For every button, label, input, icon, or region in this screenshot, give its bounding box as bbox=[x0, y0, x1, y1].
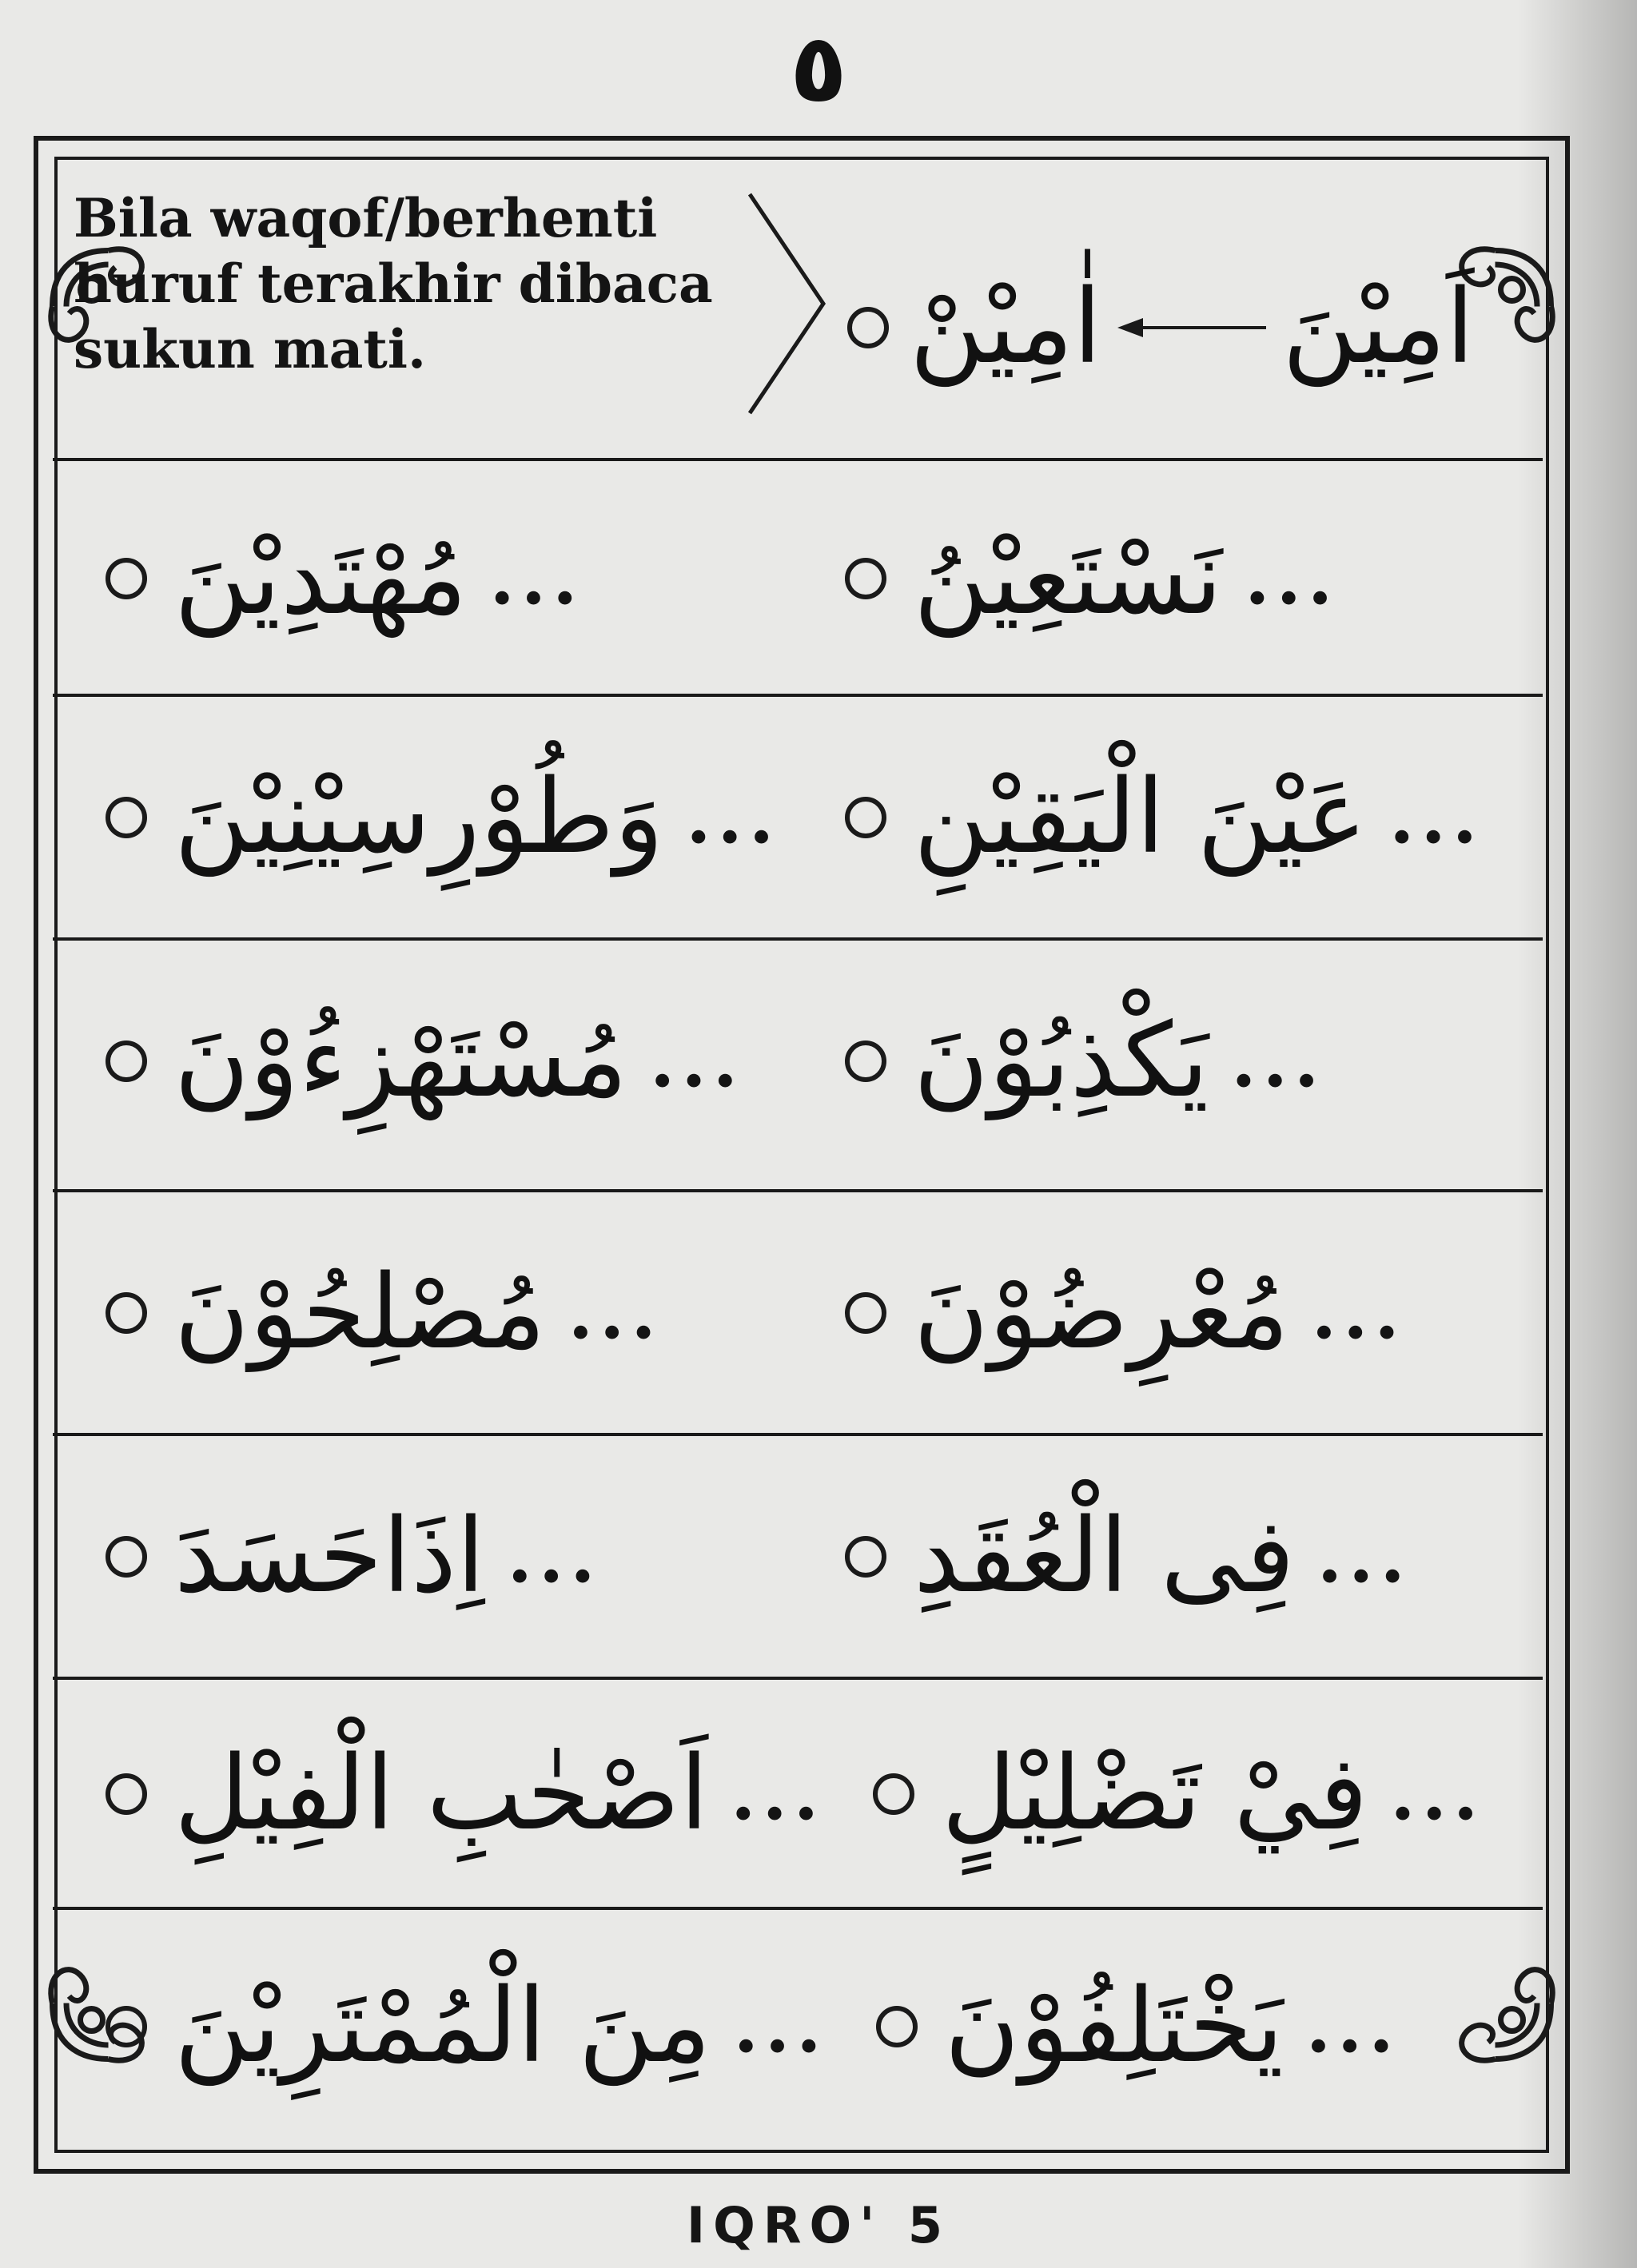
ellipsis: ... bbox=[1305, 1984, 1400, 2069]
row-divider bbox=[53, 1907, 1543, 1910]
exercise-row bbox=[58, 1193, 1536, 1433]
exercise-item-left bbox=[58, 1714, 825, 1874]
ellipsis: ... bbox=[1231, 1019, 1326, 1104]
exercise-item-right bbox=[797, 499, 1536, 659]
ellipsis: ... bbox=[731, 1751, 826, 1836]
row-divider bbox=[53, 1677, 1543, 1680]
example-word-original: اَمِيْنَ bbox=[1282, 268, 1475, 387]
exercise-item-right bbox=[797, 738, 1536, 897]
exercise-row bbox=[58, 698, 1536, 937]
row-divider bbox=[53, 937, 1543, 941]
circle-mark-icon bbox=[847, 307, 889, 348]
exercise-row bbox=[58, 1911, 1536, 2143]
example-transformation bbox=[847, 240, 1551, 416]
circle-mark-icon bbox=[845, 1292, 886, 1334]
arabic-word: يَخْتَلِفُوْنَ bbox=[944, 1967, 1284, 2086]
row-divider bbox=[53, 694, 1543, 697]
arabic-word: وَطُوْرِسِيْنِيْنَ bbox=[174, 758, 664, 877]
exercise-item-left bbox=[58, 1233, 797, 1393]
arabic-word: اَصْحٰبِ الْفِيْلِ bbox=[174, 1733, 709, 1853]
circle-mark-icon bbox=[873, 1773, 914, 1815]
ellipsis: ... bbox=[489, 536, 584, 621]
ellipsis: ... bbox=[507, 1514, 602, 1599]
book-title-footer: IQRO' 5 bbox=[687, 2196, 950, 2254]
circle-mark-icon bbox=[106, 1292, 147, 1334]
exercise-item-left bbox=[58, 1477, 797, 1637]
circle-mark-icon bbox=[845, 1040, 886, 1082]
exercise-item-right bbox=[797, 1233, 1536, 1393]
arabic-word: مُهْتَدِيْنَ bbox=[174, 519, 468, 638]
instruction-note bbox=[74, 185, 761, 382]
row-divider bbox=[53, 1433, 1543, 1436]
arabic-word: اِذَاحَسَدَ bbox=[174, 1497, 485, 1616]
exercise-item-right bbox=[828, 1947, 1536, 2107]
circle-mark-icon bbox=[106, 1773, 147, 1815]
ellipsis: ... bbox=[733, 1984, 828, 2069]
row-divider bbox=[53, 458, 1543, 461]
exercise-item-right bbox=[797, 981, 1536, 1141]
exercise-row bbox=[58, 1681, 1536, 1907]
arabic-word: مُسْتَهْزِءُوْنَ bbox=[174, 1001, 627, 1120]
ellipsis: ... bbox=[1245, 536, 1340, 621]
arabic-word: فِيْ تَضْلِيْلٍ bbox=[942, 1733, 1368, 1853]
circle-mark-icon bbox=[845, 1536, 886, 1578]
exercise-row bbox=[58, 1437, 1536, 1677]
exercise-item-left bbox=[58, 738, 797, 897]
exercise-row bbox=[58, 462, 1536, 695]
circle-mark-icon bbox=[106, 558, 147, 599]
arabic-word: فِى الْعُقَدِ bbox=[914, 1497, 1295, 1616]
circle-mark-icon bbox=[845, 558, 886, 599]
exercise-row bbox=[58, 941, 1536, 1181]
exercise-item-left bbox=[58, 499, 797, 659]
arabic-word: مِنَ الْمُمْتَرِيْنَ bbox=[174, 1967, 711, 2086]
circle-mark-icon bbox=[106, 797, 147, 838]
instruction-line: huruf terakhir dibaca bbox=[74, 253, 713, 315]
ellipsis: ... bbox=[1316, 1514, 1412, 1599]
row-divider bbox=[53, 1189, 1543, 1192]
arabic-word: مُصْلِحُوْنَ bbox=[174, 1253, 546, 1372]
arabic-word: مُعْرِضُوْنَ bbox=[914, 1253, 1289, 1372]
chevron-icon bbox=[743, 188, 831, 420]
instruction-line: Bila waqof/berhenti bbox=[74, 187, 658, 249]
circle-mark-icon bbox=[106, 2006, 147, 2047]
exercise-item-left bbox=[58, 981, 797, 1141]
page-number: ٥ bbox=[789, 13, 848, 123]
circle-mark-icon bbox=[845, 797, 886, 838]
ellipsis: ... bbox=[568, 1271, 663, 1355]
exercise-item-right bbox=[797, 1477, 1536, 1637]
circle-mark-icon bbox=[106, 1040, 147, 1082]
circle-mark-icon bbox=[876, 2006, 918, 2047]
example-word-waqf: اٰمِيْنْ bbox=[910, 268, 1102, 387]
arrow-left-icon bbox=[1116, 312, 1268, 344]
ellipsis: ... bbox=[1311, 1271, 1406, 1355]
arabic-word: يَكْذِبُوْنَ bbox=[914, 1001, 1209, 1120]
ellipsis: ... bbox=[1390, 1751, 1485, 1836]
ellipsis: ... bbox=[686, 775, 781, 860]
ellipsis: ... bbox=[1389, 775, 1484, 860]
circle-mark-icon bbox=[106, 1536, 147, 1578]
instruction-line: sukun mati. bbox=[74, 318, 426, 380]
arabic-word: نَسْتَعِيْنُ bbox=[914, 519, 1223, 638]
ellipsis: ... bbox=[650, 1019, 744, 1104]
exercise-item-left bbox=[58, 1947, 828, 2107]
exercise-item-right bbox=[825, 1714, 1536, 1874]
arabic-word: عَيْنَ الْيَقِيْنِ bbox=[914, 758, 1368, 877]
